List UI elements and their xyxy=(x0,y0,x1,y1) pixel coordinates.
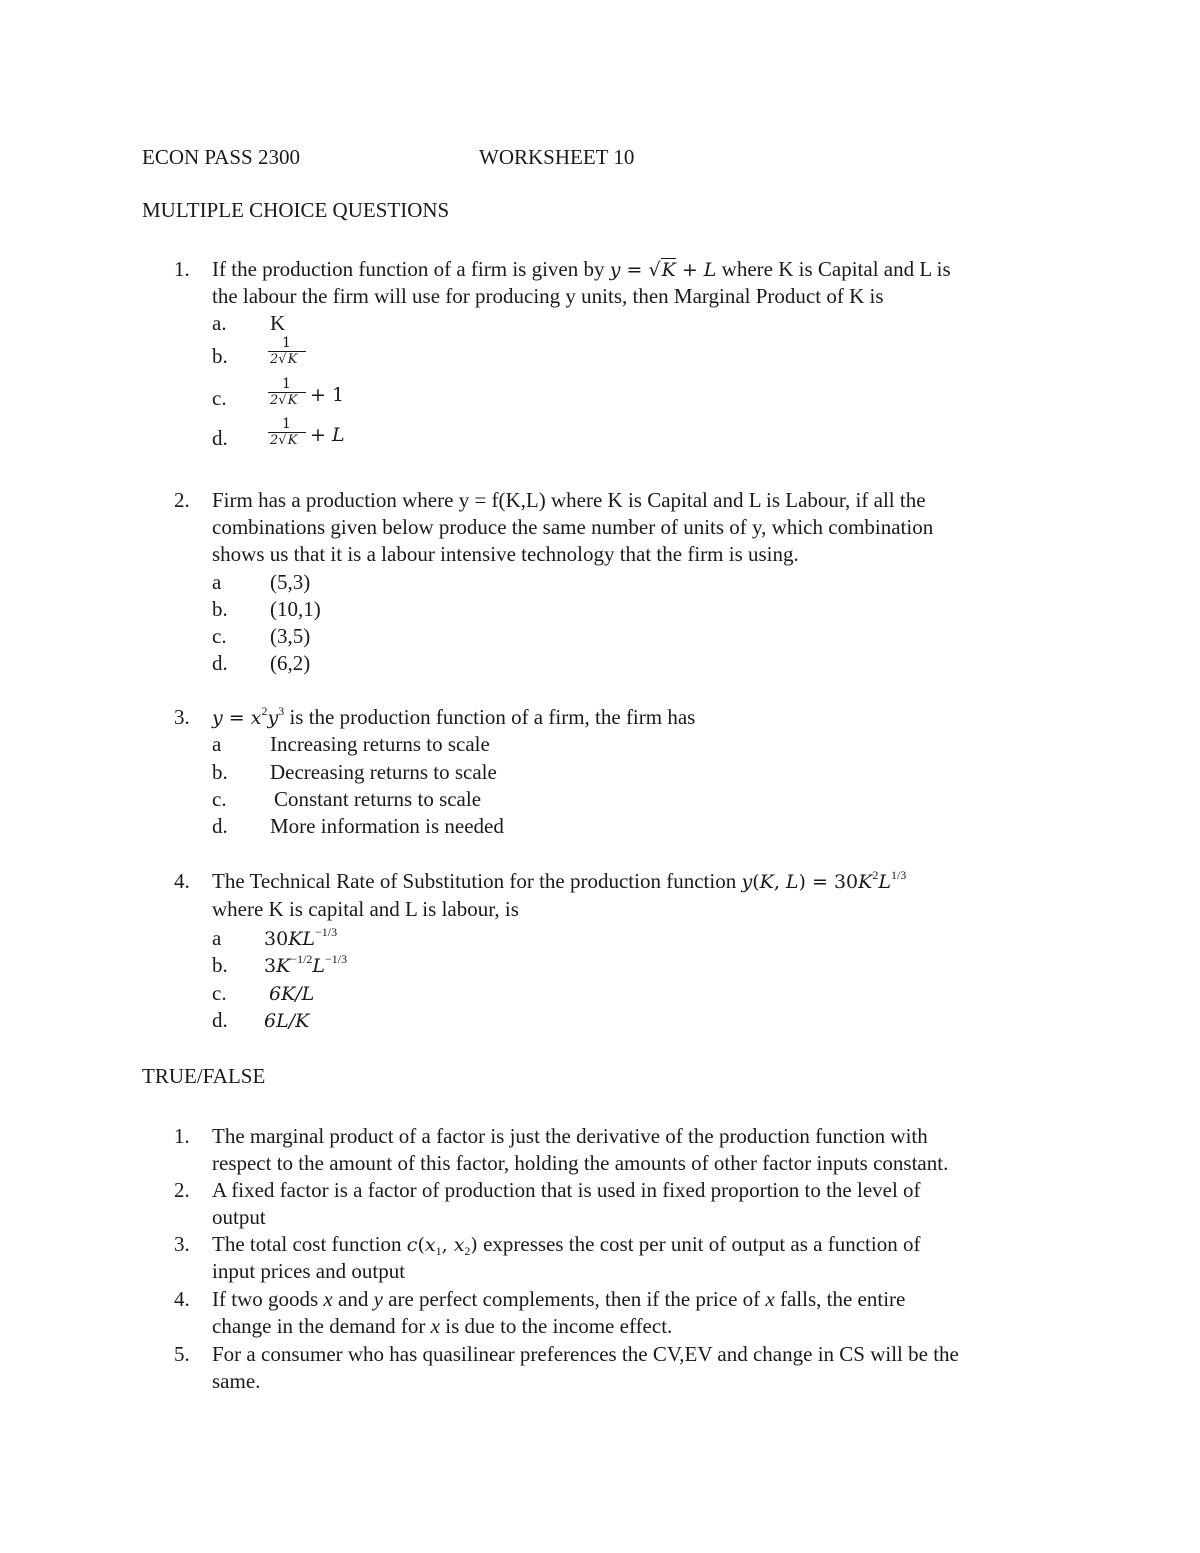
tf-number: 3. xyxy=(174,1232,190,1256)
fraction-denominator: 2√K xyxy=(270,433,298,448)
q1-number: 1. xyxy=(174,257,190,281)
q2-line3: shows us that it is a labour intensive technology that the firm is using. xyxy=(212,542,799,566)
q2-option-text: (6,2) xyxy=(270,651,311,675)
q3-option-label: d. xyxy=(212,814,228,838)
q2-line2: combinations given below produce the same number of units of y, which combination xyxy=(212,515,934,539)
q2-option-label: b. xyxy=(212,597,228,621)
tf-number: 5. xyxy=(174,1342,190,1366)
q1-option-a-label: a. xyxy=(212,311,227,335)
q4-option-a-label: a xyxy=(212,926,222,950)
q1-line1-pre: If the production function of a firm is given by xyxy=(212,257,605,281)
tf-statement-line: output xyxy=(212,1205,266,1229)
q2-option-label: a xyxy=(212,570,222,594)
fraction-denominator: 2√K xyxy=(270,352,298,367)
mc-heading: MULTIPLE CHOICE QUESTIONS xyxy=(142,198,450,222)
tf-statement-line: The total cost function $c(x_1$, $x_2$) expresses the cost per unit of output as a function of xyxy=(212,1232,921,1258)
q4-option-a: $30KL^{-1/3}$ xyxy=(264,925,338,950)
q1-line1-post: where K is Capital and L is xyxy=(721,257,951,281)
course-title: ECON PASS 2300 xyxy=(142,145,300,169)
q1-option-a: K xyxy=(270,311,286,335)
worksheet-title: WORKSHEET 10 xyxy=(479,145,635,169)
q3-option-label: a xyxy=(212,732,222,756)
q4-option-d-label: d. xyxy=(212,1008,228,1032)
q1-option-c-label: c. xyxy=(212,386,227,410)
tf-number: 1. xyxy=(174,1124,190,1148)
q4-line2: where K is capital and L is labour, is xyxy=(212,897,519,921)
q1-line2: the labour the firm will use for producing y units, then Marginal Product of K is xyxy=(212,284,884,308)
q4-production-function: y(K, $L) = 30K^2L^{1/3}$ xyxy=(741,868,907,893)
q2-option-label: d. xyxy=(212,651,228,675)
q1-option-c-tail: + 1 xyxy=(310,384,345,406)
q4-option-b-label: b. xyxy=(212,953,228,977)
q4-line1-text: The Technical Rate of Substitution for the production function xyxy=(212,869,737,893)
q2-number: 2. xyxy=(174,488,190,512)
tf-number: 2. xyxy=(174,1178,190,1202)
tf-statement-line: respect to the amount of this factor, holding the amounts of other factor inputs constant. xyxy=(212,1151,949,1175)
q3-production-function: $y = x^2y^3$ xyxy=(212,704,285,729)
q1-option-d-tail: + L xyxy=(310,424,345,446)
q4-option-c: 6K/L xyxy=(269,983,315,1005)
q2-option-text: (5,3) xyxy=(270,570,311,594)
tf-statement-line: change in the demand for x is due to the income effect. xyxy=(212,1314,673,1338)
fraction-denominator: 2√K xyxy=(270,393,298,408)
q1-production-function: y = √K + L xyxy=(609,259,717,281)
tf-statement-line: same. xyxy=(212,1369,261,1393)
q1-option-d-label: d. xyxy=(212,426,228,450)
q3-line xyxy=(212,704,695,732)
tf-statement-line: If two goods x and y are perfect complements, then if the price of x falls, the entire xyxy=(212,1287,906,1311)
q4-option-b: $3K^{-1/2}L^{-1/3}$ xyxy=(264,952,348,977)
q3-option-text: More information is needed xyxy=(270,814,504,838)
fraction-numerator: 1 xyxy=(282,416,291,432)
q3-option-label: b. xyxy=(212,760,228,784)
q3-number: 3. xyxy=(174,705,190,729)
q4-option-d: 6L/K xyxy=(264,1010,310,1032)
tf-statement-line: The marginal product of a factor is just the derivative of the production function with xyxy=(212,1124,928,1148)
q2-line1: Firm has a production where y = f(K,L) where K is Capital and L is Labour, if all the xyxy=(212,488,926,512)
tf-statement-line: input prices and output xyxy=(212,1259,406,1283)
q1-line1 xyxy=(212,256,951,284)
q2-option-text: (10,1) xyxy=(270,597,321,621)
tf-statement-line: For a consumer who has quasilinear preferences the CV,EV and change in CS will be the xyxy=(212,1342,959,1366)
q2-option-label: c. xyxy=(212,624,227,648)
fraction-numerator: 1 xyxy=(282,335,291,351)
q4-option-c-label: c. xyxy=(212,981,227,1005)
q3-option-label: c. xyxy=(212,787,227,811)
q2-option-text: (3,5) xyxy=(270,624,311,648)
cost-function: $c(x_1$, $x_2$) xyxy=(406,1234,478,1258)
q4-number: 4. xyxy=(174,869,190,893)
fraction-numerator: 1 xyxy=(282,376,291,392)
tf-heading: TRUE/FALSE xyxy=(142,1064,266,1088)
q4-line1 xyxy=(212,868,906,896)
q3-text: is the production function of a firm, the firm has xyxy=(289,705,696,729)
q3-option-text: Increasing returns to scale xyxy=(270,732,490,756)
q1-option-b-label: b. xyxy=(212,344,228,368)
q3-option-text: Constant returns to scale xyxy=(274,787,482,811)
tf-statement-line: A fixed factor is a factor of production that is used in fixed proportion to the level of xyxy=(212,1178,921,1202)
q3-option-text: Decreasing returns to scale xyxy=(270,760,497,784)
tf-number: 4. xyxy=(174,1287,190,1311)
